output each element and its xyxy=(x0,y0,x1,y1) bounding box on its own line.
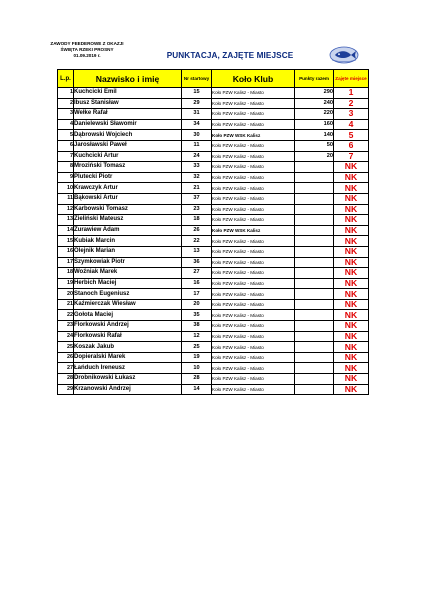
cell-start-number: 29 xyxy=(182,98,212,109)
cell-start-number: 13 xyxy=(182,246,212,257)
cell-place: NK xyxy=(334,352,369,363)
cell-name: Łańduch Ireneusz xyxy=(74,363,182,374)
cell-start-number: 18 xyxy=(182,215,212,226)
table-row xyxy=(58,88,369,99)
cell-name: Woźniak Marek xyxy=(74,268,182,279)
cell-start-number: 28 xyxy=(182,374,212,385)
cell-place: 7 xyxy=(334,151,369,162)
cell-lp: 18 xyxy=(58,268,74,279)
col-header-points: Punkty razem xyxy=(295,70,334,88)
cell-lp: 13 xyxy=(58,215,74,226)
table-row xyxy=(58,172,369,183)
table-row xyxy=(58,257,369,268)
table-row xyxy=(58,278,369,289)
col-header-name: Nazwisko i imię xyxy=(74,70,182,88)
cell-points: 140 xyxy=(295,130,334,141)
cell-points xyxy=(295,225,334,236)
cell-club: Koło PZW Kalisz - Miasto xyxy=(212,331,295,342)
cell-name: Olejnik Marian xyxy=(74,246,182,257)
cell-points: 240 xyxy=(295,98,334,109)
cell-lp: 27 xyxy=(58,363,74,374)
cell-club: Koło PZW Kalisz - Miasto xyxy=(212,374,295,385)
cell-lp: 15 xyxy=(58,236,74,247)
cell-start-number: 27 xyxy=(182,268,212,279)
cell-name: Plutecki Piotr xyxy=(74,172,182,183)
cell-lp: 26 xyxy=(58,352,74,363)
cell-name: Stanoch Eugeniusz xyxy=(74,289,182,300)
cell-name: Szymkowiak Piotr xyxy=(74,257,182,268)
cell-club: Koło PZW Kalisz - Miasto xyxy=(212,151,295,162)
cell-lp: 11 xyxy=(58,193,74,204)
cell-lp: 21 xyxy=(58,299,74,310)
cell-club: Koło PZW Kalisz - Miasto xyxy=(212,352,295,363)
results-body xyxy=(58,88,369,395)
cell-points xyxy=(295,363,334,374)
results-table xyxy=(57,69,369,395)
cell-points xyxy=(295,352,334,363)
cell-lp: 23 xyxy=(58,321,74,332)
cell-place: NK xyxy=(334,363,369,374)
cell-place: NK xyxy=(334,236,369,247)
cell-club: Koło PZW Kalisz - Miasto xyxy=(212,289,295,300)
cell-points xyxy=(295,342,334,353)
cell-start-number: 26 xyxy=(182,225,212,236)
table-row xyxy=(58,374,369,385)
cell-club: Koło PZW Kalisz - Miasto xyxy=(212,215,295,226)
cell-lp: 8 xyxy=(58,162,74,173)
cell-start-number: 31 xyxy=(182,109,212,120)
event-line-2: ŚWIĘTA RZEKI PROSNY xyxy=(60,47,114,53)
cell-points xyxy=(295,384,334,395)
cell-club: Koło PZW Kalisz - Miasto xyxy=(212,384,295,395)
table-row xyxy=(58,246,369,257)
cell-club: Koło PZW Kalisz - Miasto xyxy=(212,204,295,215)
cell-start-number: 36 xyxy=(182,257,212,268)
cell-place: NK xyxy=(334,215,369,226)
cell-start-number: 24 xyxy=(182,151,212,162)
table-row xyxy=(58,363,369,374)
table-row xyxy=(58,289,369,300)
fish-logo-icon xyxy=(329,46,359,64)
cell-points xyxy=(295,278,334,289)
cell-name: Jarosławski Paweł xyxy=(74,140,182,151)
cell-place: NK xyxy=(334,183,369,194)
table-row xyxy=(58,342,369,353)
cell-name: Zieliński Mateusz xyxy=(74,215,182,226)
cell-club: Koło PZW Kalisz - Miasto xyxy=(212,310,295,321)
cell-place: NK xyxy=(334,331,369,342)
cell-start-number: 15 xyxy=(182,88,212,99)
col-header-place: Zajęte miejsce xyxy=(334,70,369,88)
cell-lp: 14 xyxy=(58,225,74,236)
table-row xyxy=(58,215,369,226)
cell-place: NK xyxy=(334,342,369,353)
cell-name: Wełke Rafał xyxy=(74,109,182,120)
cell-lp: 28 xyxy=(58,374,74,385)
cell-name: Florkowski Andrzej xyxy=(74,321,182,332)
cell-lp: 22 xyxy=(58,310,74,321)
cell-club: Koło PZW Kalisz - Miasto xyxy=(212,257,295,268)
cell-lp: 20 xyxy=(58,289,74,300)
cell-place: NK xyxy=(334,193,369,204)
cell-name: Koszak Jakub xyxy=(74,342,182,353)
cell-points: 160 xyxy=(295,119,334,130)
cell-start-number: 20 xyxy=(182,299,212,310)
col-header-club: Koło Klub xyxy=(212,70,295,88)
table-row xyxy=(58,109,369,120)
cell-lp: 1 xyxy=(58,88,74,99)
table-row xyxy=(58,183,369,194)
col-header-start: Nr startowy xyxy=(182,70,212,88)
cell-points xyxy=(295,268,334,279)
cell-club: Koło PZW Kalisz - Miasto xyxy=(212,119,295,130)
cell-club: Koło PZW Kalisz - Miasto xyxy=(212,172,295,183)
table-header-row xyxy=(58,70,369,88)
cell-club: Koło PZW Kalisz - Miasto xyxy=(212,299,295,310)
cell-lp: 19 xyxy=(58,278,74,289)
cell-name: Żurawiew Adam xyxy=(74,225,182,236)
cell-start-number: 12 xyxy=(182,331,212,342)
cell-start-number: 25 xyxy=(182,342,212,353)
table-row xyxy=(58,130,369,141)
cell-club: Koło PZW Kalisz - Miasto xyxy=(212,193,295,204)
cell-points xyxy=(295,215,334,226)
cell-start-number: 16 xyxy=(182,278,212,289)
cell-lp: 29 xyxy=(58,384,74,395)
cell-points xyxy=(295,162,334,173)
cell-name: Krzanowski Andrzej xyxy=(74,384,182,395)
table-row xyxy=(58,236,369,247)
cell-place: NK xyxy=(334,257,369,268)
cell-name: Kuchcicki Artur xyxy=(74,151,182,162)
event-line-1: ZAWODY FEEDEROWE Z OKAZJI xyxy=(50,41,124,46)
cell-points: 220 xyxy=(295,109,334,120)
table-row xyxy=(58,193,369,204)
table-row xyxy=(58,268,369,279)
cell-place: NK xyxy=(334,289,369,300)
cell-points xyxy=(295,321,334,332)
table-row xyxy=(58,98,369,109)
cell-club: Koło PZW Kalisz - Miasto xyxy=(212,98,295,109)
cell-club: Koło PZW Kalisz - Miasto xyxy=(212,140,295,151)
table-row xyxy=(58,310,369,321)
cell-lp: 4 xyxy=(58,119,74,130)
cell-name: Drobnikowski Łukasz xyxy=(74,374,182,385)
cell-start-number: 33 xyxy=(182,162,212,173)
cell-club: Koło PZW Kalisz - Miasto xyxy=(212,109,295,120)
cell-name: Kuchcicki Emil xyxy=(74,88,182,99)
cell-points xyxy=(295,310,334,321)
cell-start-number: 32 xyxy=(182,172,212,183)
cell-club: Koło PZW Kalisz - Miasto xyxy=(212,268,295,279)
cell-start-number: 19 xyxy=(182,352,212,363)
cell-points: 20 xyxy=(295,151,334,162)
cell-points xyxy=(295,289,334,300)
cell-name: Bąkowski Artur xyxy=(74,193,182,204)
cell-start-number: 10 xyxy=(182,363,212,374)
cell-name: Krawczyk Artur xyxy=(74,183,182,194)
cell-club: Koło PZW Kalisz - Miasto xyxy=(212,321,295,332)
cell-lp: 5 xyxy=(58,130,74,141)
cell-lp: 25 xyxy=(58,342,74,353)
cell-lp: 2 xyxy=(58,98,74,109)
cell-lp: 9 xyxy=(58,172,74,183)
cell-name: Ibusz Stanisław xyxy=(74,98,182,109)
cell-club: Koło PZW Kalisz - Miasto xyxy=(212,246,295,257)
cell-start-number: 17 xyxy=(182,289,212,300)
cell-name: Gołota Maciej xyxy=(74,310,182,321)
cell-place: NK xyxy=(334,268,369,279)
cell-club: Koło PZW Kalisz - Miasto xyxy=(212,88,295,99)
cell-start-number: 30 xyxy=(182,130,212,141)
cell-start-number: 38 xyxy=(182,321,212,332)
page-title: PUNKTACJA, ZAJĘTE MIEJSCE xyxy=(166,51,294,60)
cell-lp: 6 xyxy=(58,140,74,151)
cell-club: Koło PZW Kalisz - Miasto xyxy=(212,278,295,289)
cell-place: NK xyxy=(334,246,369,257)
cell-club: Koło PZW WSK Kalisz xyxy=(212,225,295,236)
cell-club: Koło PZW Kalisz - Miasto xyxy=(212,162,295,173)
cell-name: Herbich Maciej xyxy=(74,278,182,289)
table-row xyxy=(58,331,369,342)
cell-club: Koło PZW WSK Kalisz xyxy=(212,130,295,141)
cell-points: 50 xyxy=(295,140,334,151)
cell-club: Koło PZW Kalisz - Miasto xyxy=(212,363,295,374)
cell-points xyxy=(295,246,334,257)
cell-club: Koło PZW Kalisz - Miasto xyxy=(212,236,295,247)
table-row xyxy=(58,151,369,162)
cell-lp: 16 xyxy=(58,246,74,257)
cell-points xyxy=(295,236,334,247)
table-row xyxy=(58,204,369,215)
cell-name: Dąbrowski Wojciech xyxy=(74,130,182,141)
cell-points xyxy=(295,193,334,204)
table-row xyxy=(58,140,369,151)
table-row xyxy=(58,384,369,395)
cell-name: Kubiak Marcin xyxy=(74,236,182,247)
cell-lp: 10 xyxy=(58,183,74,194)
cell-lp: 3 xyxy=(58,109,74,120)
table-row xyxy=(58,299,369,310)
cell-lp: 7 xyxy=(58,151,74,162)
col-header-lp: L.p. xyxy=(58,70,74,88)
cell-place: 4 xyxy=(334,119,369,130)
cell-place: NK xyxy=(334,278,369,289)
cell-points xyxy=(295,204,334,215)
cell-place: NK xyxy=(334,204,369,215)
cell-name: Mroziński Tomasz xyxy=(74,162,182,173)
cell-place: NK xyxy=(334,162,369,173)
cell-points xyxy=(295,257,334,268)
cell-points xyxy=(295,172,334,183)
cell-place: 1 xyxy=(334,88,369,99)
table-row xyxy=(58,352,369,363)
cell-start-number: 37 xyxy=(182,193,212,204)
cell-lp: 12 xyxy=(58,204,74,215)
cell-place: NK xyxy=(334,321,369,332)
cell-place: NK xyxy=(334,384,369,395)
cell-lp: 17 xyxy=(58,257,74,268)
cell-start-number: 35 xyxy=(182,310,212,321)
cell-start-number: 22 xyxy=(182,236,212,247)
cell-name: Kaźmierczak Wiesław xyxy=(74,299,182,310)
cell-place: NK xyxy=(334,299,369,310)
cell-start-number: 34 xyxy=(182,119,212,130)
cell-points: 290 xyxy=(295,88,334,99)
cell-club: Koło PZW Kalisz - Miasto xyxy=(212,342,295,353)
cell-lp: 24 xyxy=(58,331,74,342)
cell-place: 2 xyxy=(334,98,369,109)
table-row xyxy=(58,119,369,130)
cell-start-number: 23 xyxy=(182,204,212,215)
cell-place: NK xyxy=(334,172,369,183)
cell-start-number: 14 xyxy=(182,384,212,395)
cell-start-number: 21 xyxy=(182,183,212,194)
cell-points xyxy=(295,299,334,310)
cell-name: Danielewski Sławomir xyxy=(74,119,182,130)
cell-club: Koło PZW Kalisz - Miasto xyxy=(212,183,295,194)
cell-place: 5 xyxy=(334,130,369,141)
cell-place: NK xyxy=(334,374,369,385)
cell-name: Dopieralski Marek xyxy=(74,352,182,363)
cell-points xyxy=(295,183,334,194)
cell-points xyxy=(295,331,334,342)
cell-name: Florkowski Rafał xyxy=(74,331,182,342)
event-header xyxy=(32,41,142,60)
cell-place: NK xyxy=(334,225,369,236)
cell-place: NK xyxy=(334,310,369,321)
event-date: 01.09.2019 r. xyxy=(73,53,101,59)
cell-points xyxy=(295,374,334,385)
cell-place: 3 xyxy=(334,109,369,120)
table-row xyxy=(58,321,369,332)
table-row xyxy=(58,225,369,236)
table-row xyxy=(58,162,369,173)
cell-name: Karbowski Tomasz xyxy=(74,204,182,215)
cell-start-number: 11 xyxy=(182,140,212,151)
cell-place: 6 xyxy=(334,140,369,151)
